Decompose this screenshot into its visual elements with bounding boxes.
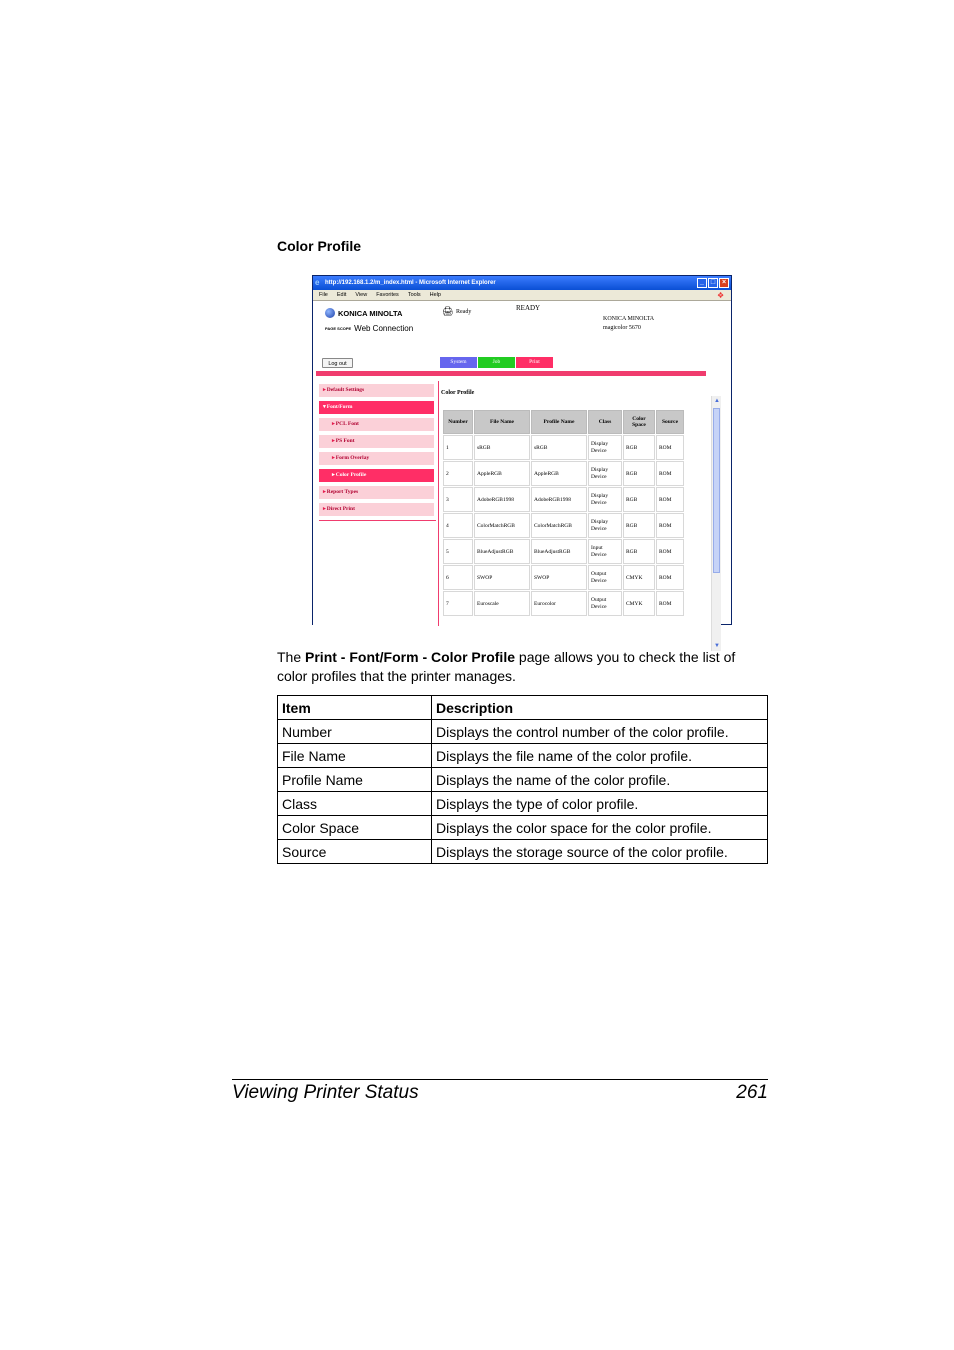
browser-menu-bar [313,290,731,301]
page-number: 261 [736,1082,768,1103]
menu-view[interactable]: View [355,292,368,298]
table-cell: CMYK [623,565,655,590]
nav-default-settings[interactable]: ▸Default Settings [319,384,434,397]
table-cell: BlueAdjustRGB [474,539,530,564]
browser-window-screenshot [312,275,732,649]
close-icon[interactable]: × [719,278,729,288]
table-cell: RGB [623,513,655,538]
item-cell: Color Space [278,816,432,840]
table-cell: CMYK [623,591,655,616]
scroll-up-icon[interactable]: ▲ [714,398,720,404]
browser-title-bar [313,276,731,290]
table-row [278,768,768,792]
scroll-down-icon[interactable]: ▼ [714,643,720,649]
table-row [443,487,684,512]
table-cell: AdobeRGB1998 [531,487,587,512]
table-cell: RGB [623,487,655,512]
table-cell: RGB [623,461,655,486]
table-row [278,744,768,768]
table-cell: Display Device [588,435,622,460]
table-cell: 7 [443,591,473,616]
item-cell: File Name [278,744,432,768]
nav-form-overlay[interactable]: ▸Form Overlay [319,452,434,465]
minimize-icon[interactable]: _ [697,278,707,288]
description-cell: Displays the type of color profile. [432,792,768,816]
table-row [443,539,684,564]
table-row [443,461,684,486]
table-cell: 1 [443,435,473,460]
table-cell: Euroscale [474,591,530,616]
globe-icon [325,308,335,318]
nav-color-profile[interactable]: ▸Color Profile [319,469,434,482]
table-row [278,792,768,816]
table-cell: RGB [623,539,655,564]
browser-title: http://192.168.1.2/m_index.html - Microsoft Internet Explorer [325,280,496,286]
logout-button[interactable]: Log out [322,358,353,368]
konica-minolta-logo: KONICA MINOLTA [325,308,402,318]
table-cell: AppleRGB [531,461,587,486]
table-cell: sRGB [531,435,587,460]
header-item: Item [278,696,432,720]
table-cell: 4 [443,513,473,538]
col-number: Number [443,410,473,434]
table-cell: ROM [656,513,684,538]
table-cell: RGB [623,435,655,460]
printer-status: READY [516,304,541,312]
maximize-icon[interactable]: □ [708,278,718,288]
windows-logo-icon: ❖ [717,291,725,300]
table-row [443,591,684,616]
table-cell: Output Device [588,565,622,590]
table-cell: Display Device [588,487,622,512]
footer-rule [232,1079,768,1080]
col-class: Class [588,410,622,434]
item-cell: Profile Name [278,768,432,792]
nav-direct-print[interactable]: ▸Direct Print [319,503,434,516]
col-profile-name: Profile Name [531,410,587,434]
menu-file[interactable]: File [319,292,328,298]
pagescope-icon: PAGE SCOPE [325,325,352,331]
col-file-name: File Name [474,410,530,434]
nav-report-types[interactable]: ▸Report Types [319,486,434,499]
table-cell: ROM [656,565,684,590]
item-cell: Number [278,720,432,744]
manufacturer-label: KONICA MINOLTA [603,316,655,322]
menu-tools[interactable]: Tools [407,292,421,298]
description-cell: Displays the storage source of the color profile. [432,840,768,864]
table-cell: ColorMatchRGB [474,513,530,538]
footer-title: Viewing Printer Status [232,1082,419,1103]
table-cell: Output Device [588,591,622,616]
table-cell: Display Device [588,461,622,486]
model-label: magicolor 5670 [603,325,641,331]
table-cell: ROM [656,591,684,616]
table-cell: 2 [443,461,473,486]
table-cell: SWOP [531,565,587,590]
menu-help[interactable]: Help [429,292,441,298]
table-row [443,435,684,460]
table-cell: ROM [656,539,684,564]
item-cell: Class [278,792,432,816]
web-page [313,301,721,649]
table-cell: ColorMatchRGB [531,513,587,538]
printer-icon: 🖨 [442,306,454,316]
table-cell: SWOP [474,565,530,590]
table-cell: Eurocolor [531,591,587,616]
description-cell: Displays the file name of the color profile. [432,744,768,768]
header-description: Description [432,696,768,720]
col-color-space: Color Space [623,410,655,434]
table-cell: AdobeRGB1998 [474,487,530,512]
menu-favorites[interactable]: Favorites [376,292,399,298]
table-cell: ROM [656,487,684,512]
table-cell: ROM [656,461,684,486]
col-source: Source [656,410,684,434]
nav-pcl-font[interactable]: ▸PCL Font [319,418,434,431]
table-row [278,816,768,840]
description-cell: Displays the name of the color profile. [432,768,768,792]
table-cell: BlueAdjustRGB [531,539,587,564]
nav-bottom-rule [319,520,436,521]
tab-system[interactable]: System [440,357,477,368]
table-row [443,513,684,538]
vertical-scrollbar[interactable] [711,396,721,651]
table-cell: sRGB [474,435,530,460]
color-profile-table [442,409,685,617]
table-row [278,840,768,864]
table-cell: AppleRGB [474,461,530,486]
nav-ps-font[interactable]: ▸PS Font [319,435,434,448]
header-divider [316,371,706,376]
table-row [443,565,684,590]
section-heading: Color Profile [277,238,362,254]
item-description-table [277,695,768,864]
web-connection-logo: PAGE SCOPE Web Connection [325,324,414,333]
table-cell: 5 [443,539,473,564]
table-cell: Input Device [588,539,622,564]
ready-label: Ready [456,309,472,315]
table-cell: 6 [443,565,473,590]
table-cell: 3 [443,487,473,512]
tab-print[interactable]: Print [516,357,553,368]
content-divider [438,381,439,626]
description-paragraph: The Print - Font/Form - Color Profile page allows you to check the list of color profiles that the printer manages. [277,649,736,684]
ie-icon: e [315,278,320,287]
description-cell: Displays the color space for the color profile. [432,816,768,840]
table-row [278,720,768,744]
description-cell: Displays the control number of the color profile. [432,720,768,744]
scroll-thumb[interactable] [713,408,720,573]
item-cell: Source [278,840,432,864]
content-title: Color Profile [441,390,475,396]
nav-font-form[interactable]: ▾Font/Form [319,401,434,414]
menu-edit[interactable]: Edit [336,292,347,298]
tab-job[interactable]: Job [478,357,515,368]
table-cell: ROM [656,435,684,460]
table-cell: Display Device [588,513,622,538]
